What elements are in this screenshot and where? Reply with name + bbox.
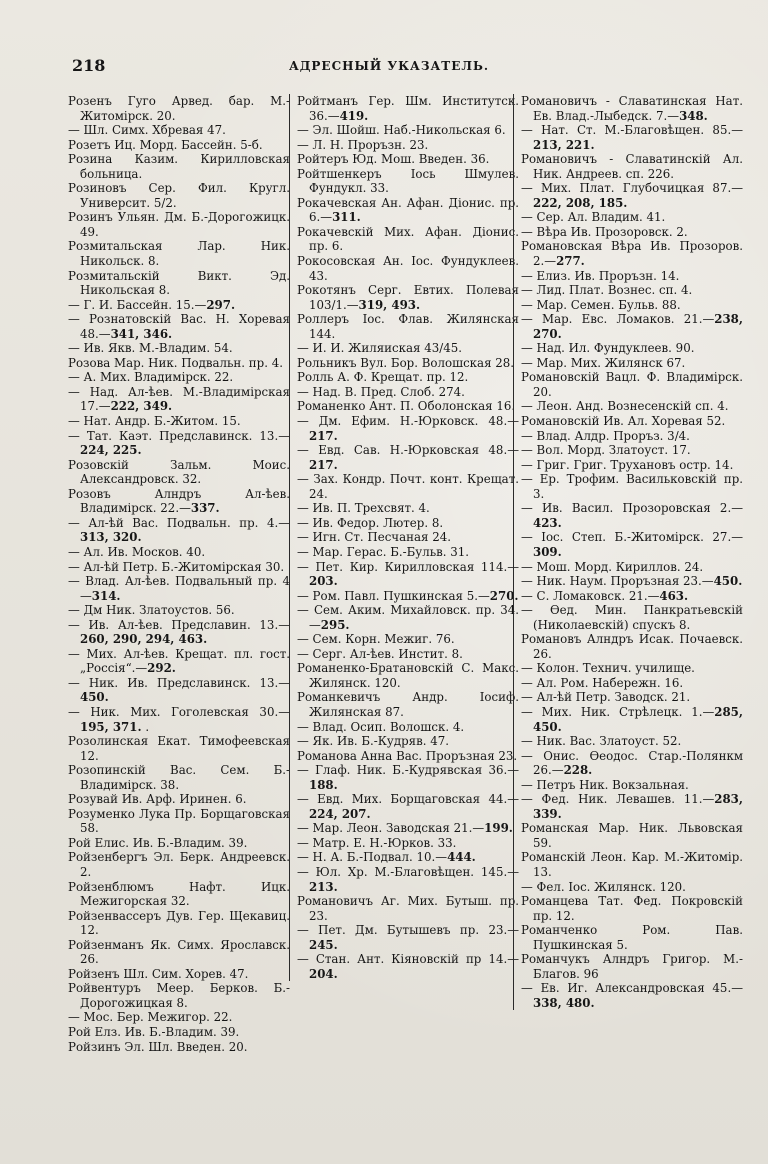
directory-entry: Розмитальская Лар. Ник. Никольск. 8.	[68, 239, 290, 269]
directory-entry: — Ив. П. Трехсвят. 4.	[297, 501, 430, 516]
directory-entry: Романовичъ - Славатинская Нат. Ев. Влад.-Лыбедск. 7.—348.	[521, 94, 743, 123]
directory-entry: Ройтеръ Юд. Мош. Введен. 36.	[297, 152, 490, 167]
directory-entry: — Мар. Евс. Ломаков. 21.—238, 270.	[521, 312, 743, 341]
directory-entry: Рой Елз. Ив. Б.-Владим. 39.	[68, 1025, 240, 1039]
directory-entry: — С. Ломаковск. 21.—463.	[521, 588, 689, 603]
directory-entry: Роллеръ Іос. Флав. Жилянская 144.	[297, 312, 519, 341]
directory-entry: Рольникъ Вул. Бор. Волошская 28.	[297, 355, 515, 370]
directory-entry: — Ник. Вас. Златоуст. 52.	[521, 734, 682, 749]
directory-entry: — Григ. Григ. Трухановъ остр. 14.	[521, 457, 734, 472]
directory-entry: — Н. А. Б.-Подвал. 10.—444.	[297, 850, 476, 865]
directory-entry: — Ник. Наум. Проръзная 23.—450.	[521, 574, 743, 589]
directory-entry: Розинъ Ульян. Дм. Б.-Дорогожицк. 49.	[68, 210, 290, 239]
directory-entry: Розовскій Зальм. Моис. Александровск. 32.	[68, 457, 290, 487]
directory-entry: — Ив. Федор. Лютер. 8.	[297, 515, 444, 530]
directory-entry: — Вѣра Ив. Прозоровск. 2.	[521, 224, 688, 239]
directory-entry: — Евд. Мих. Борщаговская 44.—224, 207.	[297, 792, 519, 821]
directory-entry: Рокачевская Ан. Афан. Діонис. пр. 6.—311.	[297, 195, 519, 225]
directory-entry: — Колон. Технич. училище.	[521, 661, 695, 676]
directory-entry: Ройтшенкеръ Іось Шмулев. Фундукл. 33.	[297, 166, 519, 196]
directory-entry: — Елиз. Ив. Проръзн. 14.	[521, 268, 680, 283]
directory-entry: Розина Казим. Кирилловская больница.	[68, 152, 290, 181]
directory-entry: — Матр. Е. Н.-Юрков. 33.	[297, 835, 457, 850]
directory-entry: — Ер. Трофим. Васильковскій пр. 3.	[521, 472, 743, 501]
directory-entry: — Ник. Ив. Предславинск. 13.—450.	[68, 675, 290, 705]
directory-entry: — Нат. Андр. Б.-Житом. 15.	[68, 414, 241, 429]
directory-entry: Ройзенбергъ Эл. Берк. Андреевск. 2.	[68, 850, 290, 879]
directory-entry: — Вол. Морд. Златоуст. 17.	[521, 443, 691, 458]
directory-entry: — Влад. Ал-ѣев. Подвальный пр. 4—314.	[68, 574, 290, 603]
directory-entry: Ролль А. Ф. Крещат. пр. 12.	[297, 370, 469, 385]
directory-entry: — А. Мих. Владимірск. 22.	[68, 370, 234, 385]
directory-entry: — Ал. Ив. Москов. 40.	[68, 544, 206, 559]
directory-entry: Романцева Тат. Фед. Покровскій пр. 12.	[521, 894, 743, 923]
directory-entry: Романовъ Алндръ Исак. Почаевск. 26.	[521, 632, 743, 661]
directory-entry: — Ал-ѣй Вас. Подвальн. пр. 4.—313, 320.	[68, 515, 290, 545]
directory-entry: — Як. Ив. Б.-Кудряв. 47.	[297, 734, 450, 749]
directory-entry: Розиновъ Сер. Фил. Кругл. Университ. 5/2.	[68, 181, 290, 210]
directory-entry: Романская Мар. Ник. Львовская 59.	[521, 821, 743, 850]
directory-entry: — Фел. Іос. Жилянск. 120.	[521, 879, 686, 894]
directory-entry: — Фед. Ник. Левашев. 11.—283, 339.	[521, 792, 743, 821]
directory-entry: — Петръ Ник. Вокзальная.	[521, 777, 689, 792]
directory-entry: — Рознатовскій Вас. Н. Хоревая 48.—341, 346.	[68, 312, 290, 341]
directory-entry: Розенъ Гуго Арвед. бар. М.-Житомірск. 20.	[68, 94, 290, 123]
directory-entry: Рокачевскій Мих. Афан. Діонис. пр. 6.	[297, 224, 519, 254]
directory-entry: — Влад. Алдр. Проръз. 3/4.	[521, 428, 690, 443]
directory-entry: Рой Елис. Ив. Б.-Владим. 39.	[68, 835, 248, 850]
directory-entry: — Евд. Сав. Н.-Юрковская 48.—217.	[297, 443, 519, 472]
directory-entry: — Л. Н. Проръзн. 23.	[297, 137, 429, 152]
directory-entry: — Мар. Семен. Бульв. 88.	[521, 297, 681, 312]
page-title: АДРЕСНЫЙ УКАЗАТЕЛЬ.	[288, 59, 490, 73]
directory-entry: Розмитальскій Викт. Эд. Никольская 8.	[68, 268, 290, 298]
directory-entry: Романенко Ант. П. Оболонская 16.	[297, 399, 516, 414]
column-divider	[289, 94, 290, 981]
directory-entry: — Над. Ил. Фундуклеев. 90.	[521, 341, 695, 356]
directory-entry: Романкевичъ Андр. Іосиф. Жилянская 87.	[297, 690, 519, 719]
directory-entry: — Пет. Дм. Бутышевъ пр. 23.—245.	[297, 923, 519, 952]
directory-entry: Романовская Вѣра Ив. Прозоров. 2.—277.	[521, 239, 743, 269]
directory-entry: — Юл. Хр. М.-Благовѣщен. 145.—213.	[297, 864, 519, 894]
column-3	[521, 94, 743, 1010]
directory-entry: — Сем. Корн. Межиг. 76.	[297, 632, 455, 647]
directory-entry: — Мош. Морд. Кириллов. 24.	[521, 559, 704, 574]
directory-entry: — Леон. Анд. Вознесенскій сп. 4.	[521, 399, 729, 414]
directory-entry: Рокотянъ Серг. Евтих. Полевая 103/1.—319, 493.	[297, 283, 519, 312]
directory-entry: — Нат. Ст. М.-Благовѣщен. 85.—213, 221.	[521, 123, 743, 152]
column-2	[297, 94, 519, 981]
directory-entry: — Эл. Шойш. Наб.-Никольская 6.	[297, 123, 506, 138]
directory-entry: — Шл. Симх. Хбревая 47.	[68, 123, 226, 138]
directory-entry: — Серг. Ал-ѣев. Инстит. 8.	[297, 646, 463, 661]
directory-entry: Розолинская Екат. Тимофеевская 12.	[68, 734, 290, 763]
directory-entry: Розетъ Иц. Морд. Бассейн. 5-б.	[68, 137, 263, 152]
directory-entry: Ройзенъ Шл. Сим. Хорев. 47.	[68, 966, 249, 981]
directory-entry: — И. И. Жиляиская 43/45.	[297, 341, 462, 356]
directory-entry: — Г. И. Бассейн. 15.—297.	[68, 297, 236, 312]
page-header	[64, 56, 714, 78]
directory-entry: — Над. Ал-ѣев. М.-Владимірская 17.—222, 349.	[68, 384, 290, 414]
directory-entry: Романова Анна Вас. Проръзная 23.	[297, 748, 518, 763]
directory-entry: — Тат. Каэт. Предславинск. 13.—224, 225.	[68, 428, 290, 458]
directory-entry: Романовичъ Аг. Мих. Бутыш. пр. 23.	[297, 894, 519, 923]
directory-entry: — Дм. Ефим. Н.-Юрковск. 48.—217.	[297, 414, 519, 443]
directory-entry: — Іос. Степ. Б.-Житомірск. 27.—309.	[521, 530, 743, 559]
directory-entry: — Онис. Ѳеодос. Стар.-Полянкм 26.—228.	[521, 748, 743, 778]
page-number: 218	[72, 56, 106, 75]
directory-entry: — Ѳед. Мин. Панкратьевскій (Николаевскій) спускъ 8.	[521, 603, 743, 632]
column-1	[68, 94, 290, 1054]
directory-entry: — Мих. Ал-ѣев. Крещат. пл. гост. „Россія“.—292.	[68, 646, 290, 676]
directory-entry: Ройтманъ Гер. Шм. Институтск. 36.—419.	[297, 94, 519, 123]
directory-entry: Розуменко Лука Пр. Борщаговская 58.	[68, 806, 290, 836]
directory-entry: — Ник. Мих. Гоголевская 30.—195, 371. .	[68, 704, 290, 734]
directory-entry: Ройзенманъ Як. Симх. Ярославск. 26.	[68, 937, 290, 967]
directory-entry: — Ал. Ром. Набережн. 16.	[521, 675, 684, 690]
directory-entry: Розовъ Алндръ Ал-ѣев. Владимірск. 22.—337.	[68, 486, 290, 516]
directory-entry: Романовичъ - Славатинскій Ал. Ник. Андреев. сп. 226.	[521, 152, 743, 181]
directory-entry: — Игн. Ст. Песчаная 24.	[297, 530, 451, 545]
directory-entry: Рокосовская Ан. Іос. Фундуклеев. 43.	[297, 254, 519, 283]
directory-entry: — Глаф. Ник. Б.-Кудрявская 36.—188.	[297, 763, 519, 792]
directory-entry: Ройзенблюмъ Нафт. Ицк. Межигорская 32.	[68, 879, 290, 909]
directory-entry: — Мих. Ник. Стрѣлецк. 1.—285, 450.	[521, 704, 743, 734]
directory-entry: Розова Мар. Ник. Подвальн. пр. 4.	[68, 355, 283, 370]
directory-entry: — Ром. Павл. Пушкинская 5.—270.	[297, 588, 519, 603]
directory-entry: — Мос. Бер. Межигор. 22.	[68, 1010, 233, 1025]
directory-entry: — Ал-ѣй Петр. Заводск. 21.	[521, 690, 691, 705]
directory-entry: Розувай Ив. Арф. Иринен. 6.	[68, 792, 247, 807]
column-divider	[513, 94, 514, 1010]
directory-entry: — Сем. Аким. Михайловск. пр. 34.—295.	[297, 603, 519, 632]
directory-entry: — Ал-ѣй Петр. Б.-Житомірская 30.	[68, 559, 285, 574]
directory-entry: — Лид. Плат. Вознес. сп. 4.	[521, 283, 693, 298]
directory-entry: — Влад. Осип. Волошск. 4.	[297, 719, 465, 734]
directory-entry: Романенко-Братановскій С. Макс. Жилянск. 120.	[297, 661, 519, 690]
directory-entry: — Дм Ник. Златоустов. 56.	[68, 603, 235, 618]
directory-entry: — Пет. Кир. Кирилловская 114.—203.	[297, 559, 519, 589]
directory-entry: — Ив. Ал-ѣев. Предславин. 13.—260, 290, 294, 463.	[68, 617, 290, 647]
directory-entry: Романченко Ром. Пав. Пушкинская 5.	[521, 923, 743, 952]
directory-entry: — Ив. Васил. Прозоровская 2.—423.	[521, 501, 743, 530]
directory-entry: Романскій Леон. Кар. М.-Житомір. 13.	[521, 850, 743, 879]
directory-entry: — Зах. Кондр. Почт. конт. Крещат. 24.	[297, 472, 519, 501]
directory-entry: — Мар. Мих. Жилянск 67.	[521, 355, 686, 370]
directory-entry: — Сер. Ал. Владим. 41.	[521, 210, 666, 225]
directory-entry: — Ив. Якв. М.-Владим. 54.	[68, 341, 233, 356]
directory-entry: Романовскій Ив. Ал. Хоревая 52.	[521, 414, 726, 429]
directory-entry: — Стан. Ант. Кіяновскій пр 14.—204.	[297, 952, 519, 981]
directory-entry: Романчукъ Алндръ Григор. М.-Благов. 96	[521, 952, 743, 981]
directory-entry: — Ев. Иг. Александровская 45.—338, 480.	[521, 981, 743, 1010]
directory-entry: Ройзенвассеръ Дув. Гер. Щекавиц. 12.	[68, 908, 290, 938]
directory-entry: — Мар. Леон. Заводская 21.—199.	[297, 821, 513, 836]
directory-entry: — Над. В. Пред. Слоб. 274.	[297, 384, 465, 399]
directory-entry: Розопинскій Вас. Сем. Б.-Владимірск. 38.	[68, 763, 290, 792]
directory-entry: Ройвентуръ Меер. Берков. Б.-Дорогожицкая 8.	[68, 981, 290, 1010]
directory-entry: — Мих. Плат. Глубочицкая 87.—222, 208, 185.	[521, 181, 743, 210]
directory-entry: — Мар. Герас. Б.-Бульв. 31.	[297, 544, 470, 559]
directory-entry: Ройзинъ Эл. Шл. Введен. 20.	[68, 1039, 248, 1054]
directory-entry: Романовскій Вацл. Ф. Владимірск. 20.	[521, 370, 743, 399]
